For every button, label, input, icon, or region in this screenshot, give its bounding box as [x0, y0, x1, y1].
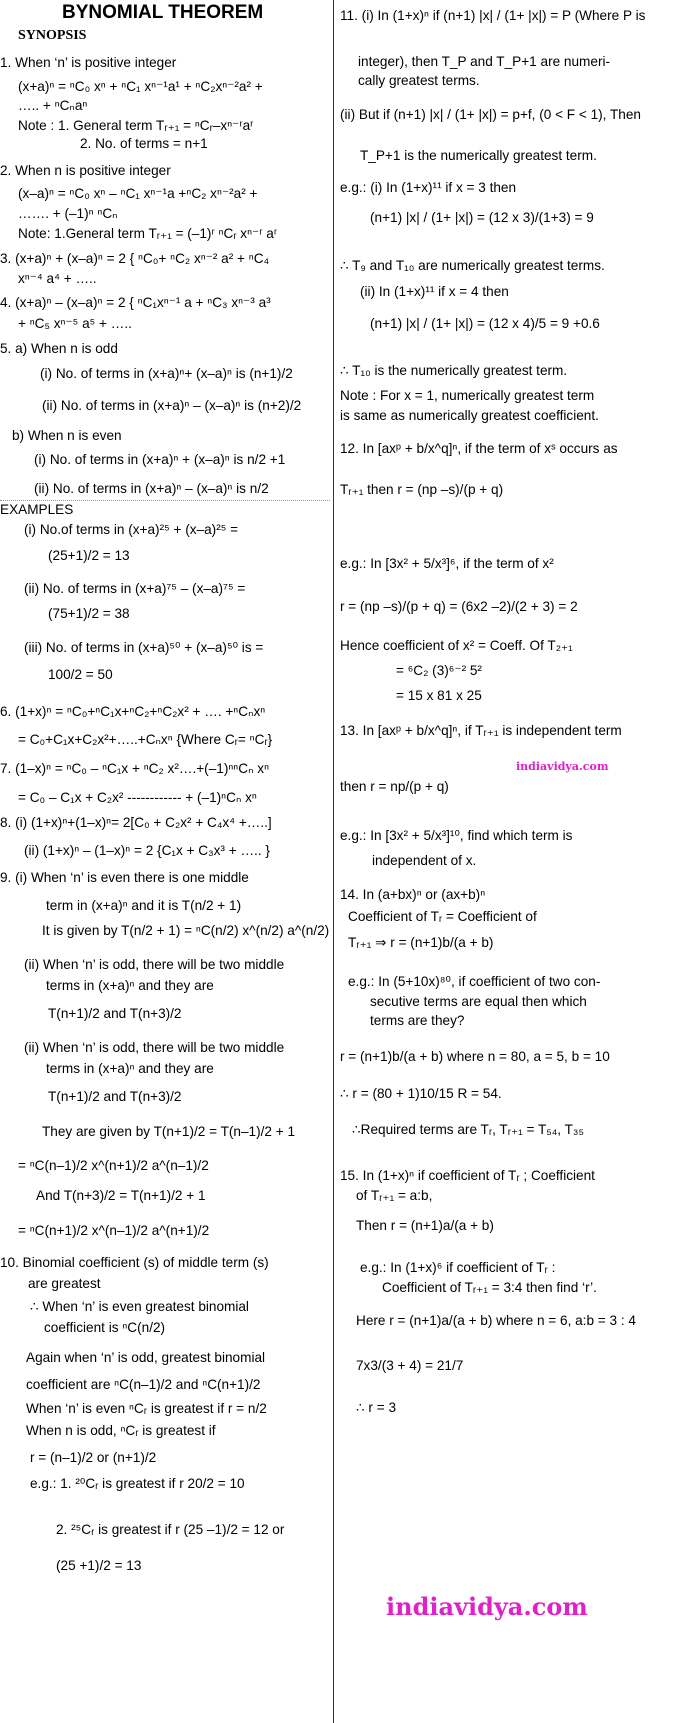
- left-text-line: 100/2 = 50: [48, 667, 113, 682]
- left-text-line: They are given by T(n+1)/2 = T(n–1)/2 + 1: [42, 1124, 296, 1139]
- right-text-line: e.g.: In (1+x)⁶ if coefficient of Tᵣ :: [360, 1260, 556, 1275]
- right-text-line: Then r = (n+1)a/(a + b): [356, 1218, 494, 1233]
- watermark-small: indiavidya.com: [516, 760, 609, 773]
- left-text-line: 9. (i) When ‘n’ is even there is one middle: [0, 870, 249, 885]
- right-text-line: 7x3/(3 + 4) = 21/7: [356, 1358, 464, 1373]
- left-text-line: (x+a)ⁿ = ⁿC₀ xⁿ + ⁿC₁ xⁿ⁻¹a¹ + ⁿC₂xⁿ⁻²a² +: [18, 79, 263, 94]
- left-text-line: ……. + (–1)ⁿ ⁿCₙ: [18, 206, 118, 221]
- right-text-line: 12. In [axᵖ + b/x^q]ⁿ, if the term of xˢ occurs as: [340, 441, 618, 456]
- left-text-line: And T(n+3)/2 = T(n+1)/2 + 1: [36, 1188, 206, 1203]
- left-text-line: 1. When ‘n’ is positive integer: [0, 55, 177, 70]
- right-text-line: e.g.: In (5+10x)⁸⁰, if coefficient of two con-: [348, 974, 601, 989]
- left-text-line: It is given by T(n/2 + 1) = ⁿC(n/2) x^(n/2) a^(n/2): [42, 923, 330, 938]
- left-text-line: T(n+1)/2 and T(n+3)/2: [48, 1006, 182, 1021]
- column-divider: [333, 0, 334, 1723]
- right-text-line: ∴ r = (80 + 1)10/15 R = 54.: [340, 1086, 502, 1101]
- left-text-line: Note: 1.General term Tᵣ₊₁ = (–1)ʳ ⁿCᵣ xⁿ⁻ʳ aʳ: [18, 226, 278, 241]
- left-text-line: terms in (x+a)ⁿ and they are: [46, 1061, 214, 1076]
- left-text-line: Note : 1. General term Tᵣ₊₁ = ⁿCᵣ–xⁿ⁻ʳaʳ: [18, 118, 254, 133]
- left-text-line: When n is odd, ⁿCᵣ is greatest if: [26, 1423, 216, 1438]
- right-text-line: Tᵣ₊₁ then r = (np –s)/(p + q): [340, 482, 504, 497]
- left-text-line: + ⁿC₅ xⁿ⁻⁵ a⁵ + …..: [18, 316, 132, 331]
- left-text-line: 10. Binomial coefficient (s) of middle term (s): [0, 1255, 269, 1270]
- left-text-line: (i) No. of terms in (x+a)ⁿ + (x–a)ⁿ is n/2 +1: [34, 452, 286, 467]
- synopsis-heading: SYNOPSIS: [18, 28, 87, 43]
- left-text-line: xⁿ⁻⁴ a⁴ + …..: [18, 271, 97, 286]
- right-text-line: = ⁶C₂ (3)⁶⁻² 5²: [396, 663, 482, 678]
- left-text-line: r = (n–1)/2 or (n+1)/2: [30, 1450, 157, 1465]
- left-text-line: 4. (x+a)ⁿ – (x–a)ⁿ = 2 { ⁿC₁xⁿ⁻¹ a + ⁿC₃ xⁿ⁻³ a³: [0, 295, 271, 310]
- left-text-line: (x–a)ⁿ = ⁿC₀ xⁿ – ⁿC₁ xⁿ⁻¹a +ⁿC₂ xⁿ⁻²a² +: [18, 186, 258, 201]
- right-text-line: Coefficient of Tᵣ = Coefficient of: [348, 909, 537, 924]
- right-text-line: ∴ T₉ and T₁₀ are numerically greatest terms.: [340, 258, 605, 273]
- left-text-line: (i) No.of terms in (x+a)²⁵ + (x–a)²⁵ =: [24, 522, 239, 537]
- left-text-line: b) When n is even: [12, 428, 122, 443]
- left-text-line: (ii) No. of terms in (x+a)ⁿ – (x–a)ⁿ is (n+2)/2: [42, 398, 302, 413]
- left-text-line: are greatest: [28, 1276, 101, 1291]
- right-text-line: 14. In (a+bx)ⁿ or (ax+b)ⁿ: [340, 887, 486, 902]
- right-text-line: terms are they?: [370, 1013, 465, 1028]
- left-text-line: 7. (1–x)ⁿ = ⁿC₀ – ⁿC₁x + ⁿC₂ x²….+(–1)ⁿⁿCₙ xⁿ: [0, 761, 270, 776]
- right-text-line: ∴ T₁₀ is the numerically greatest term.: [340, 363, 568, 378]
- right-text-line: Tᵣ₊₁ ⇒ r = (n+1)b/(a + b): [348, 935, 494, 950]
- right-text-line: then r = np/(p + q): [340, 779, 449, 794]
- left-text-line: (25+1)/2 = 13: [48, 548, 130, 563]
- left-text-line: (ii) (1+x)ⁿ – (1–x)ⁿ = 2 {C₁x + C₃x³ + ….. }: [24, 843, 270, 858]
- left-text-line: = C₀ – C₁x + C₂x² ------------ + (–1)ⁿCₙ xⁿ: [18, 790, 257, 805]
- right-text-line: secutive terms are equal then which: [370, 994, 587, 1009]
- left-text-line: (ii) No. of terms in (x+a)ⁿ – (x–a)ⁿ is n/2: [34, 481, 269, 496]
- page-title: BYNOMIAL THEOREM: [62, 2, 264, 23]
- right-text-line: Coefficient of Tᵣ₊₁ = 3:4 then find ‘r’.: [382, 1280, 597, 1295]
- left-text-line: When ‘n’ is even ⁿCᵣ is greatest if r = n/2: [26, 1401, 267, 1416]
- left-text-line: 8. (i) (1+x)ⁿ+(1–x)ⁿ= 2[C₀ + C₂x² + C₄x⁴ +…..]: [0, 815, 272, 830]
- right-text-line: e.g.: (i) In (1+x)¹¹ if x = 3 then: [340, 180, 517, 195]
- right-text-line: cally greatest terms.: [358, 73, 480, 88]
- right-text-line: integer), then T_P and T_P+1 are numeri-: [358, 54, 611, 69]
- right-text-line: 11. (i) In (1+x)ⁿ if (n+1) |x| / (1+ |x|) = P (Where P is: [340, 8, 646, 23]
- right-text-line: (n+1) |x| / (1+ |x|) = (12 x 4)/5 = 9 +0.6: [370, 316, 600, 331]
- right-text-line: independent of x.: [372, 853, 477, 868]
- left-text-line: 2. ²⁵Cᵣ is greatest if r (25 –1)/2 = 12 or: [56, 1522, 285, 1537]
- right-text-line: Here r = (n+1)a/(a + b) where n = 6, a:b = 3 : 4: [356, 1313, 636, 1328]
- right-text-line: r = (np –s)/(p + q) = (6x2 –2)/(2 + 3) = 2: [340, 599, 578, 614]
- left-text-line: (25 +1)/2 = 13: [56, 1558, 142, 1573]
- left-text-line: = ⁿC(n–1)/2 x^(n+1)/2 a^(n–1)/2: [18, 1158, 209, 1173]
- left-text-line: 2. No. of terms = n+1: [80, 136, 208, 151]
- left-text-line: coefficient are ⁿC(n–1)/2 and ⁿC(n+1)/2: [26, 1377, 261, 1392]
- right-text-line: of Tᵣ₊₁ = a:b,: [356, 1188, 433, 1203]
- left-text-line: terms in (x+a)ⁿ and they are: [46, 978, 214, 993]
- left-text-line: ….. + ⁿCₙaⁿ: [18, 98, 88, 113]
- left-text-line: 3. (x+a)ⁿ + (x–a)ⁿ = 2 { ⁿC₀+ ⁿC₂ xⁿ⁻² a² + ⁿC₄: [0, 251, 270, 266]
- right-text-line: is same as numerically greatest coefficient.: [340, 408, 599, 423]
- left-text-line: (ii) When ‘n’ is odd, there will be two middle: [24, 1040, 285, 1055]
- right-text-line: (ii) But if (n+1) |x| / (1+ |x|) = p+f, (0 < F < 1), Then: [340, 107, 641, 122]
- left-text-line: coefficient is ⁿC(n/2): [44, 1320, 166, 1335]
- left-text-line: 6. (1+x)ⁿ = ⁿC₀+ⁿC₁x+ⁿC₂+ⁿC₂x² + …. +ⁿCₙxⁿ: [0, 704, 266, 719]
- left-text-line: e.g.: 1. ²⁰Cᵣ is greatest if r 20/2 = 10: [30, 1476, 245, 1491]
- right-text-line: (n+1) |x| / (1+ |x|) = (12 x 3)/(1+3) = 9: [370, 210, 594, 225]
- right-text-line: Note : For x = 1, numerically greatest term: [340, 388, 595, 403]
- left-text-line: = C₀+C₁x+C₂x²+…..+Cₙxⁿ {Where Cᵣ= ⁿCᵣ}: [18, 732, 273, 747]
- right-text-line: e.g.: In [3x² + 5/x³]¹⁰, find which term is: [340, 828, 573, 843]
- right-text-line: r = (n+1)b/(a + b) where n = 80, a = 5, b = 10: [340, 1049, 610, 1064]
- left-text-line: 5. a) When n is odd: [0, 341, 118, 356]
- left-text-line: (75+1)/2 = 38: [48, 606, 130, 621]
- right-text-line: = 15 x 81 x 25: [396, 688, 482, 703]
- left-text-line: 2. When n is positive integer: [0, 163, 171, 178]
- left-text-line: (ii) No. of terms in (x+a)⁷⁵ – (x–a)⁷⁵ =: [24, 581, 246, 596]
- right-text-line: ∴Required terms are Tᵣ, Tᵣ₊₁ = T₅₄, T₃₅: [352, 1122, 584, 1137]
- left-text-line: term in (x+a)ⁿ and it is T(n/2 + 1): [46, 898, 242, 913]
- right-text-line: T_P+1 is the numerically greatest term.: [360, 148, 597, 163]
- watermark-large: indiavidya.com: [386, 1592, 588, 1621]
- right-text-line: ∴ r = 3: [356, 1400, 397, 1415]
- left-text-line: Again when ‘n’ is odd, greatest binomial: [26, 1350, 266, 1365]
- right-text-line: Hence coefficient of x² = Coeff. Of T₂₊₁: [340, 638, 573, 653]
- right-text-line: (ii) In (1+x)¹¹ if x = 4 then: [360, 284, 509, 299]
- section-separator: [0, 500, 330, 501]
- left-text-line: = ⁿC(n+1)/2 x^(n–1)/2 a^(n+1)/2: [18, 1223, 210, 1238]
- right-text-line: e.g.: In [3x² + 5/x³]⁶, if the term of x²: [340, 556, 554, 571]
- left-text-line: (ii) When ‘n’ is odd, there will be two middle: [24, 957, 285, 972]
- left-text-line: ∴ When ‘n’ is even greatest binomial: [30, 1299, 249, 1314]
- left-text-line: (i) No. of terms in (x+a)ⁿ+ (x–a)ⁿ is (n+1)/2: [40, 366, 293, 381]
- right-text-line: 13. In [axᵖ + b/x^q]ⁿ, if Tᵣ₊₁ is independent term: [340, 723, 622, 738]
- left-text-line: T(n+1)/2 and T(n+3)/2: [48, 1089, 182, 1104]
- right-text-line: 15. In (1+x)ⁿ if coefficient of Tᵣ ; Coefficient: [340, 1168, 595, 1183]
- examples-heading: EXAMPLES: [0, 502, 74, 517]
- left-text-line: (iii) No. of terms in (x+a)⁵⁰ + (x–a)⁵⁰ is =: [24, 640, 264, 655]
